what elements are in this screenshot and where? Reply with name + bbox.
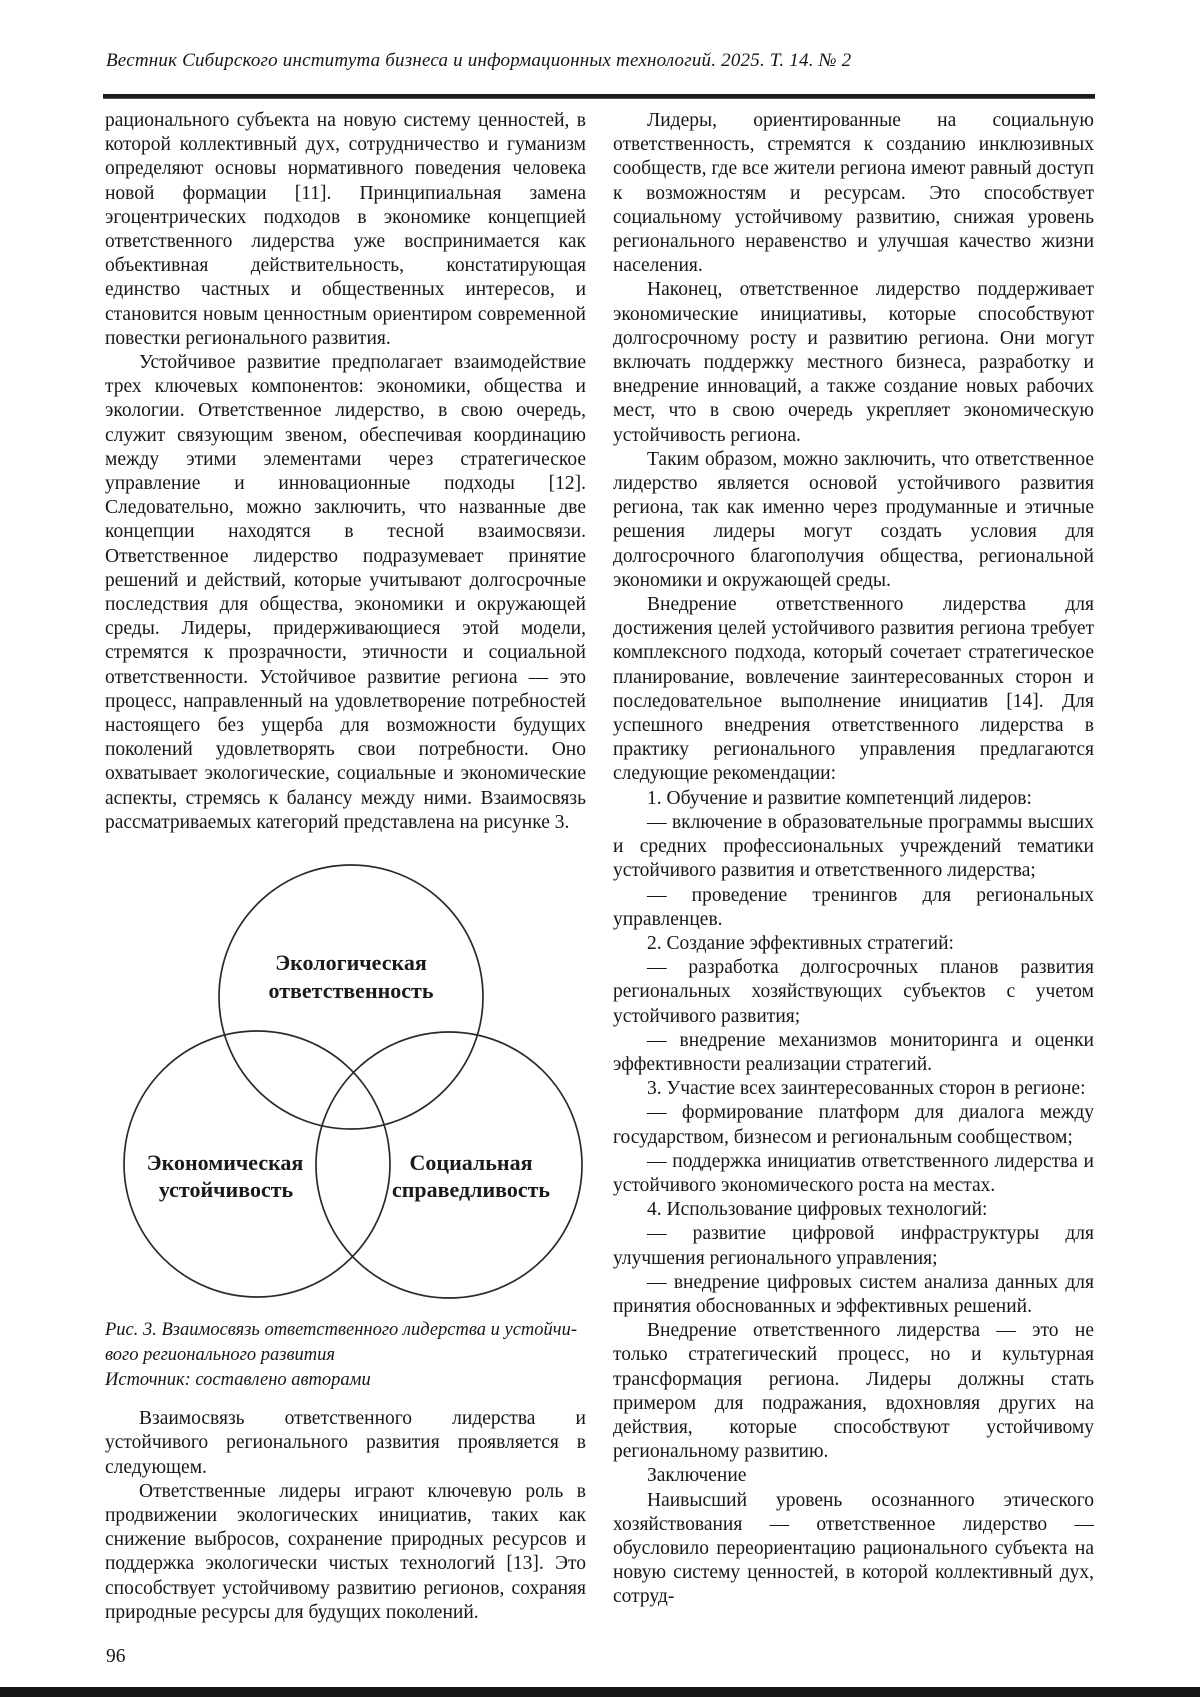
left-column <box>105 109 586 1625</box>
figure-caption-line: Рис. 3. Взаимосвязь ответственного лидерства и устойчи- <box>105 1320 578 1341</box>
right-column <box>613 109 1094 1610</box>
numbered-item: 4. Использование цифровых технологий: <box>647 1199 988 1221</box>
figure-source-line: Источник: составлено авторами <box>105 1370 371 1391</box>
dash-list-item: — проведение тренингов для региональных управленцев. <box>613 884 1094 930</box>
dash-list-item: — развитие цифровой инфраструктуры для улучшения регионального управления; <box>613 1223 1094 1269</box>
dash-list-item: — поддержка инициатив ответственного лидерства и устойчивого экономического роста на местах. <box>613 1150 1094 1196</box>
dash-list-item: — включение в образовательные программы высших и средних профессиональных учреждений тематики устойчивого развития и ответственного лидерства; <box>613 811 1094 882</box>
section-heading-conclusion: Заключение <box>647 1465 747 1487</box>
venn-label-social-line1: Социальная <box>409 1150 533 1176</box>
paragraph: рационального субъекта на новую систему ценностей, в которой коллективный дух, сотрудничество и гуманизм определяют основы нормативного поведения человека новой формации [11]. Принципиальная замена эгоцентрических подходов в экономике концепцией ответственного лидерства уже воспринимается как объективная действительность, констатирующая единство частных и общественных интересов, и становится новым ценностным ориентиром современной повестки регионального развития. <box>105 110 586 349</box>
numbered-item: 2. Создание эффективных стратегий: <box>647 932 954 954</box>
paragraph: Наконец, ответственное лидерство поддерживает экономические инициативы, которые способствуют долгосрочному росту и развитию региона. Они могут включать поддержку местного бизнеса, разработку и внедрение инноваций, а также создание новых рабочих мест, что в свою очередь укрепляет экономическую устойчивость региона. <box>613 279 1094 446</box>
venn-diagram-svg <box>105 863 586 1309</box>
dash-list-item: — формирование платформ для диалога между государством, бизнесом и региональным сообществом; <box>613 1102 1094 1148</box>
venn-diagram-figure <box>105 863 586 1309</box>
header-rule <box>103 94 1095 99</box>
numbered-item: 1. Обучение и развитие компетенций лидеров: <box>647 787 1032 809</box>
paragraph: Лидеры, ориентированные на социальную ответственность, стремятся к созданию инклюзивных сообществ, где все жители региона имеют равный доступ к возможностям и ресурсам. Это способствует социальному устойчивому развитию, снижая уровень регионального неравенство и улучшая качество жизни населения. <box>613 110 1094 277</box>
paragraph: Ответственные лидеры играют ключевую роль в продвижении экологических инициатив, таких как снижение выбросов, сохранение природных ресурсов и поддержка экологически чистых технологий [13]. Это способствует устойчивому развитию регионов, сохраняя природные ресурсы для будущих поколений. <box>105 1480 586 1623</box>
dash-list-item: — разработка долгосрочных планов развития региональных хозяйствующих субъектов с учетом устойчивого развития; <box>613 957 1094 1027</box>
paragraph: Внедрение ответственного лидерства для достижения целей устойчивого развития региона требует комплексного подхода, который сочетает стратегическое планирование, вовлечение заинтересованных сторон и последовательное выполнение инициатив [14]. Для успешного внедрения ответственного лидерства в практику регионального управления предлагаются следующие рекомендации: <box>613 594 1094 785</box>
figure-caption <box>105 1318 586 1393</box>
venn-label-economy-line1: Экономическая <box>146 1150 304 1176</box>
page-bottom-edge <box>0 1687 1200 1697</box>
paragraph: Наивысший уровень осознанного этического хозяйствования — ответственное лидерство — обусловило переориентацию рационального субъекта на новую систему ценностей, в которой коллективный дух, сотруд- <box>613 1489 1094 1608</box>
paragraph: Взаимосвязь ответственного лидерства и устойчивого регионального развития проявляется в следующем. <box>105 1408 586 1478</box>
journal-header-line: Вестник Сибирского института бизнеса и информационных технологий. 2025. Т. 14. № 2 <box>106 50 852 71</box>
figure-caption-line: вого регионального развития <box>105 1345 335 1366</box>
dash-list-item: — внедрение механизмов мониторинга и оценки эффективности реализации стратегий. <box>613 1029 1094 1075</box>
paragraph: Внедрение ответственного лидерства — это не только стратегический процесс, но и культурная трансформация региона. Лидеры должны стать примером для подражания, вдохновляя других на действия, которые способствуют устойчивому региональному развитию. <box>613 1320 1094 1463</box>
venn-label-ecology-line2: ответственность <box>268 978 434 1004</box>
paragraph: Таким образом, можно заключить, что ответственное лидерство является основой устойчивого развития региона, так как именно через продуманные и этичные решения лидеры могут создать условия для долгосрочного благополучия общества, региональной экономики и окружающей среды. <box>613 448 1094 591</box>
dash-list-item: — внедрение цифровых систем анализа данных для принятия обоснованных и эффективных решений. <box>613 1271 1094 1317</box>
paragraph: Устойчивое развитие предполагает взаимодействие трех ключевых компонентов: экономики, общества и экологии. Ответственное лидерство, в свою очередь, служит связующим звеном, обеспечивая координацию между этими элементами через стратегическое управление и инновационные подходы [12]. Следовательно, можно заключить, что названные две концепции находятся в тесной взаимосвязи. Ответственное лидерство подразумевает принятие решений и действий, которые учитывают долгосрочные последствия для общества, экономики и окружающей среды. Лидеры, придерживающиеся этой модели, стремятся к прозрачности, этичности и социальной ответственности. Устойчивое развитие региона — это процесс, направленный на удовлетворение потребностей настоящего без ущерба для возможности будущих поколений удовлетворять свои потребности. Оно охватывает экологические, социальные и экономические аспекты, стремясь к балансу между ними. Взаимосвязь рассматриваемых категорий представлена на рисунке 3. <box>105 352 586 833</box>
page-number: 96 <box>106 1646 126 1667</box>
numbered-item: 3. Участие всех заинтересованных сторон в регионе: <box>647 1078 1086 1100</box>
venn-label-economy-line2: устойчивость <box>158 1177 294 1203</box>
venn-label-ecology-line1: Экологическая <box>275 950 427 976</box>
venn-label-social-line2: справедливость <box>391 1177 551 1203</box>
